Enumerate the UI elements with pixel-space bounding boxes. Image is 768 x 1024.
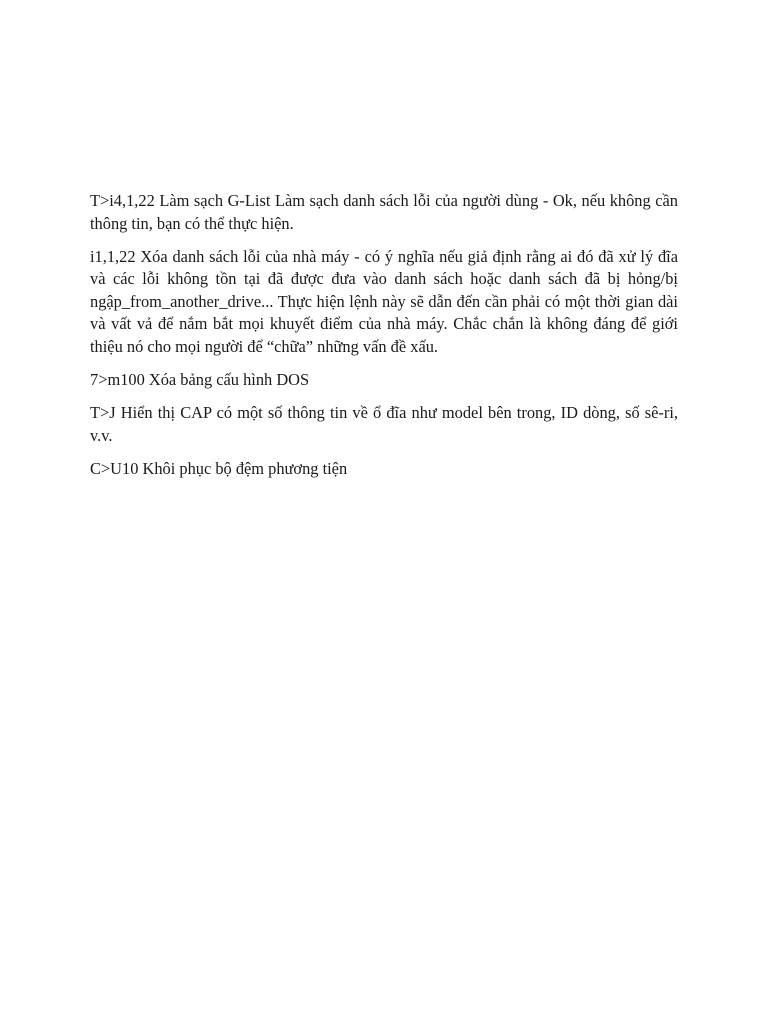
paragraph-glist-clear: T>i4,1,22 Làm sạch G-List Làm sạch danh sách lỗi của người dùng - Ok, nếu không cần thông tin, bạn có thể thực hiện. bbox=[90, 191, 678, 233]
paragraph-dos-config: 7>m100 Xóa bảng cấu hình DOS bbox=[90, 370, 310, 390]
paragraph-media-cache: C>U10 Khôi phục bộ đệm phương tiện bbox=[90, 458, 348, 478]
paragraph-cap-display: T>J Hiển thị CAP có một số thông tin về ổ đĩa như model bên trong, ID dòng, số sê-ri, v.v. bbox=[90, 403, 678, 445]
paragraph-plist-clear: i1,1,22 Xóa danh sách lỗi của nhà máy - có ý nghĩa nếu giả định rằng ai đó đã xử lý đĩa và các lỗi không tồn tại đã được đưa vào danh sách hoặc danh sách đã bị hỏng/bị ngập_from_another_drive... Thực hiện lệnh này sẽ dẫn đến cần phải có một thời gian dài và vất vả để nắm bắt mọi khuyết điểm của nhà máy. Chắc chắn là không đáng để giới thiệu nó cho mọi người để “chữa” những vấn đề xấu. bbox=[90, 246, 678, 357]
document-body bbox=[90, 190, 678, 491]
